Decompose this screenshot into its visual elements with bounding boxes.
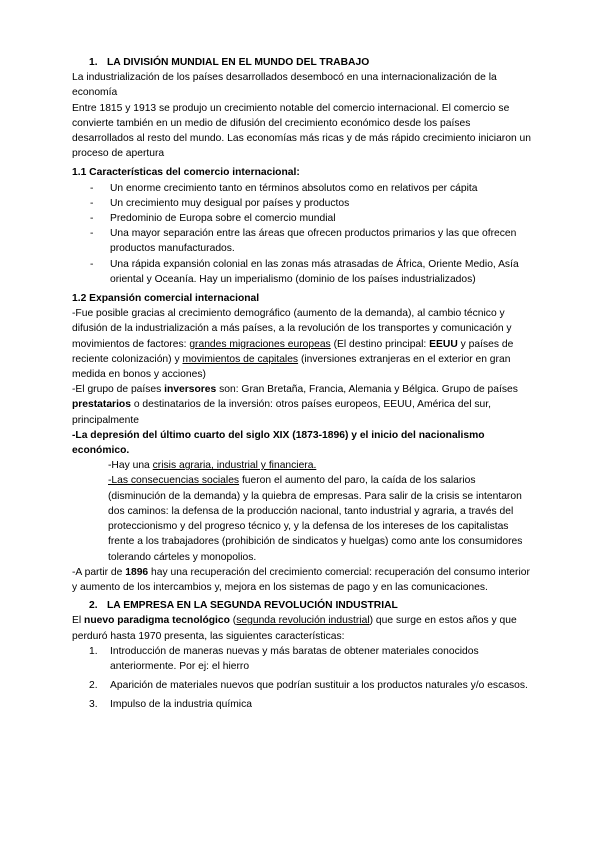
section-1-2-paragraph-2 bbox=[72, 382, 532, 428]
text-run: -Fue posible gracias al crecimiento demográfico (aumento de la demanda), al cambio técnico y difusión de la industrialización a más países, a la revolución de los transportes y comunicación y movimientos de factores: bbox=[72, 308, 512, 350]
text-run: ( bbox=[229, 615, 237, 627]
text-run: (inversiones extranjeras en el exterior en gran medida en bonos y acciones) bbox=[72, 353, 511, 381]
list-item: - Un enorme crecimiento tanto en términos absolutos como en relativos per cápita bbox=[72, 181, 532, 196]
bold-inversores: inversores bbox=[164, 384, 217, 396]
list-item: - Predominio de Europa sobre el comercio mundial bbox=[72, 211, 532, 226]
section-1-title: LA DIVISIÓN MUNDIAL EN EL MUNDO DEL TRABAJO bbox=[107, 57, 370, 68]
text-run: (El destino principal: bbox=[330, 338, 430, 350]
list-text: Impulso de la industria química bbox=[110, 699, 252, 711]
underlined-consecuencias: -Las consecuencias sociales bbox=[108, 475, 240, 487]
text-run: -A partir de bbox=[72, 566, 126, 578]
text-run: y países de reciente colonización) y bbox=[72, 338, 514, 365]
section-2-heading bbox=[89, 598, 532, 613]
section-2-paragraph-1 bbox=[72, 613, 532, 643]
list-number: 3. bbox=[89, 699, 98, 711]
text-run: son: Gran Bretaña, Francia, Alemania y Bélgica. Grupo de países bbox=[216, 384, 518, 396]
list-item bbox=[72, 697, 532, 712]
section-2-title: LA EMPRESA EN LA SEGUNDA REVOLUCIÓN INDUSTRIAL bbox=[107, 600, 398, 612]
section-1-2-paragraph-1 bbox=[72, 306, 532, 382]
list-text: Introducción de maneras nuevas y más baratas de obtener materiales conocidos anteriormente. Por ej: el hierro bbox=[110, 645, 479, 672]
section-1-1-heading: 1.1 Características del comercio internacional: bbox=[72, 167, 300, 179]
bold-paradigma: nuevo paradigma tecnológico bbox=[84, 615, 230, 627]
bold-prestatarios: prestatarios bbox=[72, 399, 131, 411]
section-1-2-heading: 1.2 Expansión comercial internacional bbox=[72, 293, 260, 305]
list-number: 1. bbox=[89, 645, 98, 657]
text-run: o destinatarios de la inversión: otros países europeos, EEUU, América del sur, principalmente bbox=[72, 399, 491, 426]
section-1-number: 1. bbox=[89, 57, 98, 68]
text-run: El bbox=[72, 615, 85, 627]
section-1-2-paragraph-4 bbox=[108, 458, 532, 473]
section-1-2-paragraph-6 bbox=[72, 565, 532, 595]
list-item bbox=[72, 644, 532, 674]
section-1-2-paragraph-3 bbox=[72, 428, 532, 458]
bold-year: 1896 bbox=[125, 566, 149, 578]
bold-eeuu: EEUU bbox=[429, 338, 458, 350]
text-run: -Hay una bbox=[108, 460, 153, 472]
underlined-migraciones: grandes migraciones europeas bbox=[189, 338, 331, 350]
text-run: fueron el aumento del paro, la caída de los salarios (disminución de la demanda) y la quiebra de empresas. Para salir de la crisis se intentaron dos caminos: la defensa de la producción nacional, tanto industrial y agraria, a través del proteccionismo y del progreso técnico y, y la defensa de los intereses de los capitalistas frente a los trabajadores (prohibición de sindicatos y huelgas) como ante los consumidores tolerando cárteles y monopolios. bbox=[108, 475, 523, 563]
text-run: -El grupo de países bbox=[72, 384, 165, 396]
section-2-number: 2. bbox=[89, 600, 98, 612]
list-item: - Una mayor separación entre las áreas que ofrecen productos primarios y las que ofrecen productos manufacturados. bbox=[72, 226, 532, 256]
document-content bbox=[72, 55, 532, 717]
section-1-paragraph-1: La industrialización de los países desarrollados desembocó en una internacionalización de la economía bbox=[72, 72, 497, 99]
bold-depresion: -La depresión del último cuarto del siglo XIX (1873-1896) y el inicio del nacionalismo económico. bbox=[72, 429, 485, 457]
section-1-paragraph-2: Entre 1815 y 1913 se produjo un crecimiento notable del comercio internacional. El comercio se convierte también en un medio de difusión del crecimiento económico desde los países desarrollados al resto del mundo. Las economías más ricas y de más rápido crecimiento iniciaron un proceso de apertura bbox=[72, 102, 532, 160]
text-run: hay una recuperación del crecimiento comercial: recuperación del consumo interior y aumento de los intercambios y, mejora en los sistemas de pago y en las comunicaciones. bbox=[72, 566, 530, 593]
list-item: - Un crecimiento muy desigual por países y productos bbox=[72, 196, 532, 211]
section-1-1-list bbox=[72, 181, 532, 287]
underlined-segunda-revolucion: segunda revolución industrial bbox=[236, 615, 370, 627]
list-item bbox=[72, 678, 532, 693]
list-item: - Una rápida expansión colonial en las zonas más atrasadas de África, Oriente Medio, Asía oriental y Oceanía. Hay un imperialismo (dominio de los países industrializados) bbox=[72, 257, 532, 287]
section-1-2-paragraph-5 bbox=[108, 473, 532, 564]
text-run: ) que surge en estos años y que perduró hasta 1970 presenta, las siguientes características: bbox=[72, 615, 517, 642]
list-number: 2. bbox=[89, 680, 98, 692]
section-2-list bbox=[72, 644, 532, 713]
section-1-heading bbox=[89, 55, 532, 70]
underlined-crisis: crisis agraria, industrial y financiera. bbox=[152, 460, 317, 472]
underlined-capitales: movimientos de capitales bbox=[182, 353, 299, 365]
list-text: Aparición de materiales nuevos que podrían sustituir a los productos naturales y/o escasos. bbox=[110, 680, 528, 692]
